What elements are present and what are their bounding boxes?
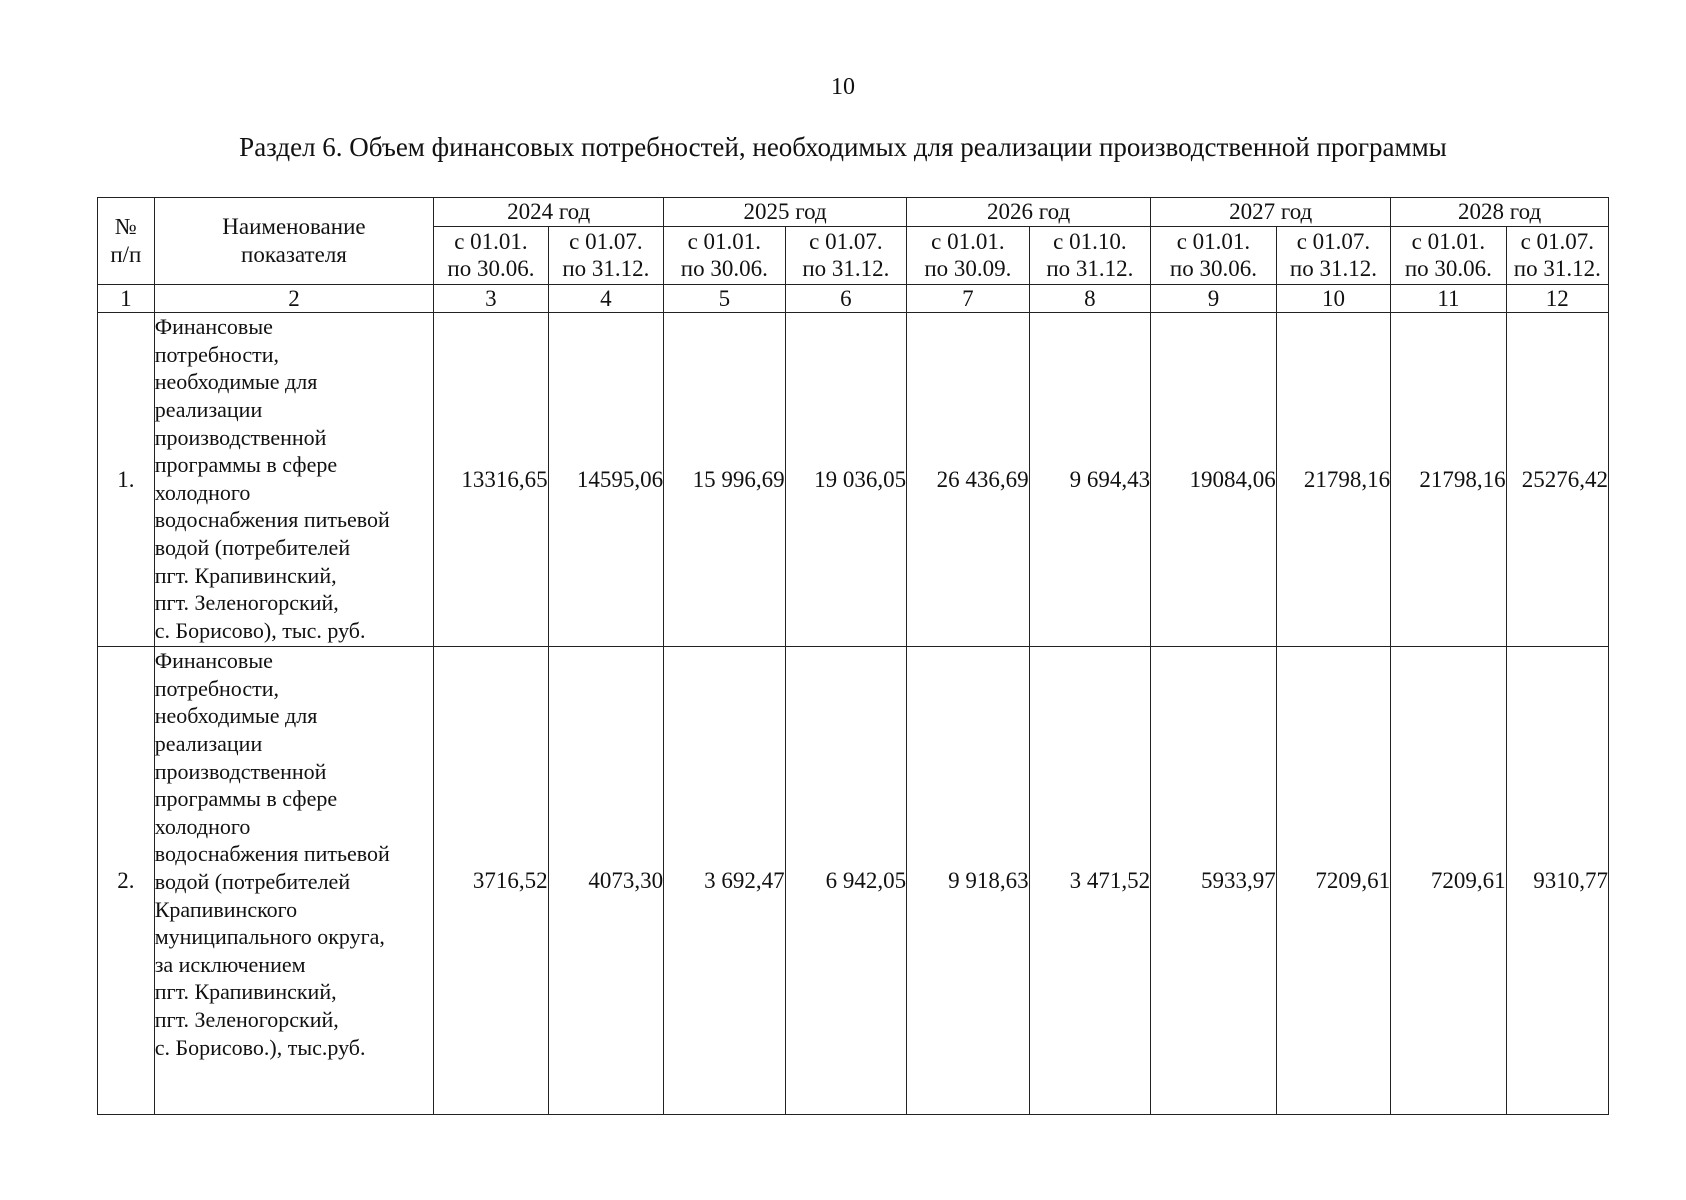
value-cell: 25276,42	[1506, 313, 1608, 647]
header-period	[434, 226, 548, 284]
header-period	[1391, 226, 1506, 284]
row-name	[154, 647, 434, 1115]
period-from: с 01.10.	[1053, 228, 1127, 254]
value-cell: 7209,61	[1276, 647, 1390, 1115]
column-number-row	[98, 284, 1609, 313]
value-cell: 21798,16	[1276, 313, 1390, 647]
value-cell: 9310,77	[1506, 647, 1608, 1115]
period-from: с 01.01.	[1176, 228, 1251, 254]
value-cell: 3 692,47	[664, 647, 786, 1115]
column-number: 4	[548, 284, 663, 313]
header-period	[664, 226, 786, 284]
row-name-line: потребности,	[154, 341, 280, 367]
period-to: по 31.12.	[1513, 256, 1601, 282]
header-year-2025: 2025 год	[664, 198, 907, 227]
value-cell: 19 036,05	[785, 313, 907, 647]
header-name-line1: Наименование	[222, 214, 366, 240]
column-number: 3	[434, 284, 548, 313]
header-period	[907, 226, 1030, 284]
row-name-line: за исключением	[154, 951, 306, 977]
period-to: по 31.12.	[562, 256, 650, 282]
row-name-line: холодного	[154, 479, 251, 505]
period-from: с 01.07.	[809, 228, 883, 254]
period-from: с 01.07.	[1296, 228, 1371, 254]
period-to: по 31.12.	[802, 256, 890, 282]
row-number: 2.	[98, 647, 155, 1115]
value-cell: 26 436,69	[907, 313, 1030, 647]
column-number: 6	[785, 284, 907, 313]
row-name-line: Финансовые	[154, 648, 273, 674]
header-period	[1151, 226, 1277, 284]
value-cell: 3 471,52	[1029, 647, 1151, 1115]
value-cell: 21798,16	[1391, 313, 1506, 647]
row-name-line: водоснабжения питьевой	[154, 507, 390, 533]
column-number: 5	[664, 284, 786, 313]
period-to: по 30.06.	[447, 256, 535, 282]
value-cell: 19084,06	[1151, 313, 1277, 647]
period-from: с 01.01.	[1411, 228, 1486, 254]
header-year-2027: 2027 год	[1151, 198, 1391, 227]
row-name-line: программы в сфере	[154, 452, 338, 478]
page-number: 10	[831, 74, 855, 100]
value-cell: 9 694,43	[1029, 313, 1151, 647]
period-from: с 01.07.	[569, 228, 643, 254]
value-cell: 14595,06	[548, 313, 663, 647]
row-name-line: водой (потребителей	[154, 868, 351, 894]
period-to: по 30.06.	[1169, 256, 1257, 282]
row-name-line: Финансовые	[154, 314, 273, 340]
value-cell: 5933,97	[1151, 647, 1277, 1115]
period-to: по 30.06.	[680, 256, 768, 282]
row-name-line: пгт. Зеленогорский,	[154, 1006, 339, 1032]
value-cell: 4073,30	[548, 647, 663, 1115]
column-number: 9	[1151, 284, 1277, 313]
header-period	[1029, 226, 1151, 284]
row-name-line: водоснабжения питьевой	[154, 841, 390, 867]
period-to: по 31.12.	[1289, 256, 1377, 282]
header-name-line2: показателя	[241, 241, 347, 267]
column-number: 7	[907, 284, 1030, 313]
value-cell: 13316,65	[434, 313, 548, 647]
header-cell-name	[154, 198, 434, 285]
row-name-line: необходимые для	[154, 703, 318, 729]
column-number: 11	[1391, 284, 1506, 313]
row-name-line: холодного	[154, 813, 251, 839]
value-cell: 9 918,63	[907, 647, 1030, 1115]
header-period	[1506, 226, 1608, 284]
row-name-line: водой (потребителей	[154, 534, 351, 560]
row-name-line: производственной	[154, 758, 327, 784]
row-name-line: пгт. Крапивинский,	[154, 979, 337, 1005]
row-name-line: с. Борисово), тыс. руб.	[154, 617, 366, 643]
value-cell: 7209,61	[1391, 647, 1506, 1115]
header-period	[785, 226, 907, 284]
header-cell-number	[98, 198, 155, 285]
header-period	[548, 226, 663, 284]
period-from: с 01.01.	[931, 228, 1005, 254]
header-number-line2: п/п	[110, 241, 142, 267]
period-from: с 01.01.	[687, 228, 762, 254]
row-name-line: муниципального округа,	[154, 924, 385, 950]
row-name-line: реализации	[154, 396, 263, 422]
table-row	[98, 313, 1609, 647]
period-from: с 01.07.	[1520, 228, 1595, 254]
period-to: по 30.06.	[1404, 256, 1492, 282]
column-number: 12	[1506, 284, 1608, 313]
header-number-line1: №	[114, 214, 137, 240]
value-cell: 15 996,69	[664, 313, 786, 647]
table-row	[98, 647, 1609, 1115]
section-title: Раздел 6. Объем финансовых потребностей, необходимых для реализации производственной программы	[239, 132, 1447, 162]
row-name-line: потребности,	[154, 675, 280, 701]
period-to: по 31.12.	[1046, 256, 1134, 282]
column-number: 10	[1276, 284, 1390, 313]
financial-needs-table	[97, 197, 1609, 1115]
period-to: по 30.09.	[924, 256, 1012, 282]
header-year-2026: 2026 год	[907, 198, 1151, 227]
row-name	[154, 313, 434, 647]
row-name-line: с. Борисово.), тыс.руб.	[154, 1034, 366, 1060]
row-name-line: пгт. Крапивинский,	[154, 562, 337, 588]
period-from: с 01.01.	[454, 228, 528, 254]
row-number: 1.	[98, 313, 155, 647]
row-name-line: программы в сфере	[154, 786, 338, 812]
column-number: 2	[154, 284, 434, 313]
row-name-line: пгт. Зеленогорский,	[154, 590, 339, 616]
value-cell: 3716,52	[434, 647, 548, 1115]
row-name-line: реализации	[154, 730, 263, 756]
value-cell: 6 942,05	[785, 647, 907, 1115]
row-name-line: производственной	[154, 424, 327, 450]
row-name-line: необходимые для	[154, 369, 318, 395]
header-period	[1276, 226, 1390, 284]
header-year-2028: 2028 год	[1391, 198, 1609, 227]
header-row-years	[98, 198, 1609, 227]
column-number: 8	[1029, 284, 1151, 313]
row-name-line: Крапивинского	[154, 896, 298, 922]
header-year-2024: 2024 год	[434, 198, 664, 227]
column-number: 1	[98, 284, 155, 313]
